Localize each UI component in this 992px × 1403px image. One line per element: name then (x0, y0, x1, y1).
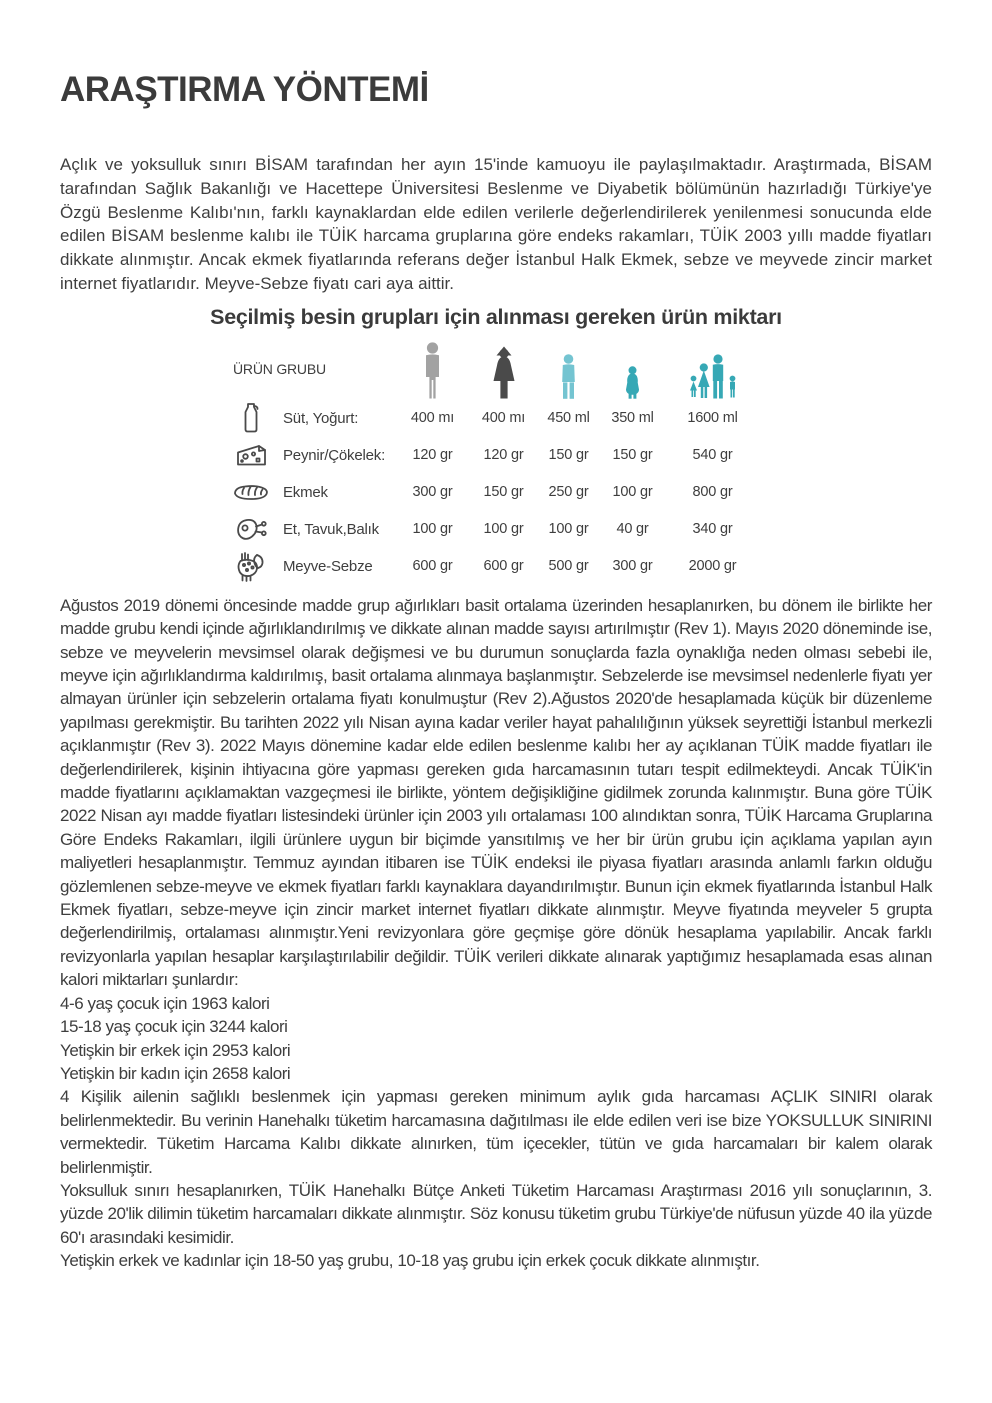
poverty-limit-paragraph: Yoksulluk sınırı hesaplanırken, TÜİK Hanehalkı Bütçe Anketi Tüketim Harcaması Araştırması 2016 yılı sonuçlarının, 3. yüzde 20'lik dilimin tüketim harcamaları dikkate alınmıştır. Söz konusu tüketim grubu Türkiye'de nüfusun yüzde 40 ila yüzde 60'ı arasındaki kesimidir. (60, 1180, 932, 1247)
quantity-cell: 500 gr (548, 558, 589, 575)
calorie-line: 4-6 yaş çocuk için 1963 kalori (60, 993, 270, 1013)
quantity-cell: 100 gr (548, 521, 589, 538)
quantity-cell: 600 gr (483, 558, 524, 575)
quantity-cell: 120 gr (483, 447, 524, 464)
quantity-cell: 300 gr (612, 558, 653, 575)
food-group-label: Ekmek (283, 483, 328, 501)
quantity-cell: 450 ml (547, 410, 590, 427)
food-group-label: Süt, Yoğurt: (283, 409, 359, 427)
quantity-cell: 1600 ml (687, 410, 738, 427)
quantity-cell: 100 gr (612, 484, 653, 501)
quantity-cell: 400 mı (410, 410, 455, 427)
hunger-limit-paragraph: 4 Kişilik ailenin sağlıklı beslenmek için yapması gereken minimum aylık gıda harcaması AÇLIK SINIRI olarak belirlenmektedir. Bu verinin Hanehalkı tüketim harcamasına dağıtılması ile elde edilen veri ise bize YOKSULLUK SINIRINI vermektedir. Tüketim Harcama Kalıbı dikkate alınırken, tüm içecekler, tütün ve gıda harcamaları bir kalem olarak belirlenmiştir. (60, 1087, 932, 1177)
quantity-cell: 100 gr (412, 521, 453, 538)
quantity-cell: 150 gr (483, 484, 524, 501)
small-child-icon (600, 338, 665, 400)
quantity-cell: 540 gr (692, 447, 733, 464)
calorie-line: Yetişkin bir kadın için 2658 kalori (60, 1063, 291, 1083)
method-body (60, 594, 932, 1273)
milk-bottle-icon (230, 400, 272, 437)
food-group-label: Et, Tavuk,Balık (283, 520, 379, 538)
quantity-cell: 600 gr (412, 558, 453, 575)
quantity-cell: 2000 gr (688, 558, 737, 575)
quantity-cell: 40 gr (616, 521, 649, 538)
quantity-cell: 250 gr (548, 484, 589, 501)
family-icon (665, 338, 760, 400)
cheese-icon (230, 437, 272, 474)
adult-woman-icon (470, 338, 537, 400)
food-group-label: Peynir/Çökelek: (283, 446, 386, 464)
quantity-cell: 400 mı (481, 410, 526, 427)
fruit-vegetable-icon (230, 548, 272, 585)
quantity-cell: 100 gr (483, 521, 524, 538)
quantity-cell: 340 gr (692, 521, 733, 538)
quantity-cell: 150 gr (612, 447, 653, 464)
adult-man-icon (395, 338, 470, 400)
calorie-line: Yetişkin bir erkek için 2953 kalori (60, 1040, 291, 1060)
meat-icon (230, 511, 272, 548)
quantity-cell: 800 gr (692, 484, 733, 501)
food-group-label: Meyve-Sebze (283, 557, 373, 575)
quantity-cell: 350 ml (611, 410, 654, 427)
bread-icon (230, 474, 272, 511)
teen-child-icon (537, 338, 600, 400)
calorie-line: 15-18 yaş çocuk için 3244 kalori (60, 1017, 288, 1037)
age-groups-paragraph: Yetişkin erkek ve kadınlar için 18-50 yaş grubu, 10-18 yaş grubu için erkek çocuk dikkate alınmıştır. (60, 1251, 760, 1271)
figure-title: Seçilmiş besin grupları için alınması gereken ürün miktarı (210, 304, 782, 329)
food-quantity-figure (60, 305, 932, 585)
column-header-product-group: ÜRÜN GRUBU (233, 360, 326, 377)
intro-paragraph: Açlık ve yoksulluk sınırı BİSAM tarafından her ayın 15'inde kamuoyu ile paylaşılmaktadır. Araştırmada, BİSAM tarafından Sağlık Bakanlığı ve Hacettepe Üniversitesi Beslenme ve Diyabetik bölümünün hazırladığı Türkiye'ye Özgü Beslenme Kalıbı'nın, farklı kaynaklardan elde edilen verilerle değerlendirilerek yenilenmesi sonucunda elde edilen BİSAM beslenme kalıbı ile TÜİK harcama gruplarına göre endeks rakamları, TÜİK 2003 yıllı madde fiyatları dikkate alınmıştır. Ancak ekmek fiyatlarında referans değer İstanbul Halk Ekmek, sebze ve meyvede zincir market internet fiyatlarıdır. Meyve-Sebze fiyatı cari aya aittir. (60, 155, 932, 293)
page-title: ARAŞTIRMA YÖNTEMİ (60, 70, 429, 109)
quantity-cell: 120 gr (412, 447, 453, 464)
quantity-cell: 150 gr (548, 447, 589, 464)
method-paragraph: Ağustos 2019 dönemi öncesinde madde grup ağırlıkları basit ortalama üzerinden hesaplanırken, bu dönem ile birlikte her madde grubu kendi içinde ağırlıklandırılmış ve dikkate alınan madde sayısı artırılmıştır (Rev 1). Mayıs 2020 döneminde ise, sebze ve meyvelerin mevsimsel olarak değişmesi ve bu durumun sonuçlarda fazla oynaklığa neden olması sebebi ile, meyve için ağırlıklandırma kaldırılmış, basit ortalama alınmaya başlanmıştır. Sebzelerde ise mevsimsel nedenlerle fiyatı yer almayan ürünler için sebzelerin ortalama fiyatı konulmuştur (Rev 2).Ağustos 2020'de hesaplamada küçük bir düzenleme yapılması gerekmiştir. Bu tarihten 2022 yılı Nisan ayına kadar veriler hayat pahalılığının yüksek seyrettiği İstanbul merkezli açıklanmıştır (Rev 3). 2022 Mayıs dönemine kadar elde edilen beslenme kalıbı her ay açıklanan TÜİK madde fiyatları ile değerlendirilerek, kişinin ihtiyacına göre yapması gereken gıda harcamasının tutarı tespit edilmekteydi. Ancak TÜİK'in madde fiyatlarını açıklamaktan vazgeçmesi ile birlikte, yöntem değişikliğine gidilmek zorunda kalınmıştır. Buna göre TÜİK 2022 Nisan ayı madde fiyatları listesindeki ürünler için 2003 yılı ortalaması 100 alındıktan sonra, TÜİK Harcama Gruplarına Göre Endeks Rakamları, ilgili ürünlere uygun bir biçimde yansıtılmış ve her bir ürün grubu için açıklama yapılan ayın maliyetleri hesaplanmıştır. Temmuz ayından itibaren ise TÜİK endeksi ile piyasa fiyatları arasında anlamlı farkın olduğu gözlemlenen sebze-meyve ve ekmek fiyatları farklı kaynaklara dayandırılmıştır. Bunun için ekmek fiyatlarında İstanbul Halk Ekmek fiyatları, sebze-meyve için zincir market internet fiyatları dikkate alınmıştır. Meyve fiyatında meyveler 5 grupta değerlendirilmiş, ortalaması alınmıştır.Yeni revizyonlara göre geçmişe göre dönük hesaplama yapılabilir. Ancak farklı revizyonlarla yapılan hesaplar karşılaştırılabilir değildir. TÜİK verileri dikkate alınarak yaptığımız hesaplamada esas alınan kalori miktarları şunlardır: (60, 595, 932, 990)
quantity-cell: 300 gr (412, 484, 453, 501)
food-quantity-table (230, 338, 932, 585)
